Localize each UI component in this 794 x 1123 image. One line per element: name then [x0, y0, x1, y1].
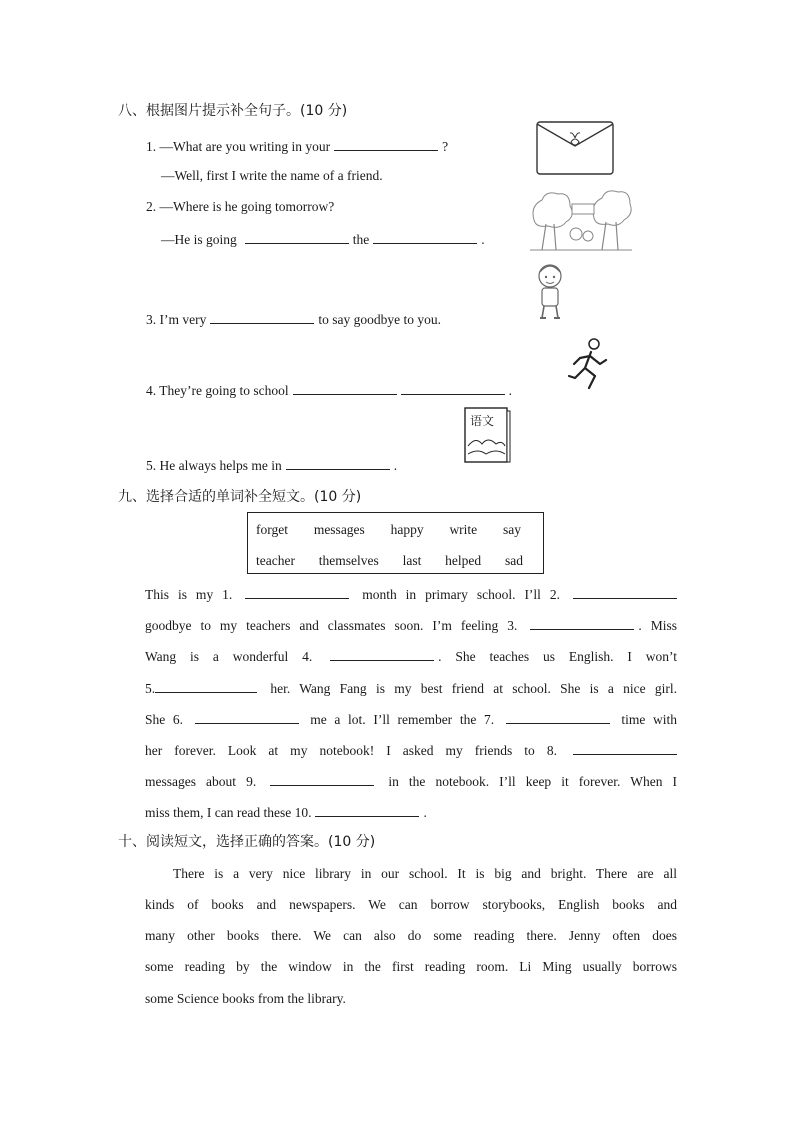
q5-end: .: [393, 458, 398, 473]
p1-text-b: month in primary school. I’ll 2.: [362, 587, 561, 602]
q2-end: .: [481, 232, 485, 247]
q2-blank-2[interactable]: [373, 229, 477, 244]
q4-blank-2[interactable]: [401, 380, 505, 395]
passage-line-3: [145, 646, 677, 666]
p4-text-a: 5.: [145, 681, 156, 696]
blank-5[interactable]: [155, 678, 257, 693]
p5-text-b: me a lot. I’ll remember the 7.: [310, 712, 495, 727]
p7-text-a: messages about 9.: [145, 774, 257, 789]
q2-text-a: —He is going: [161, 232, 237, 247]
blank-4[interactable]: [330, 646, 434, 661]
word-bank-item: themselves: [318, 553, 379, 568]
q3-text-a: 3. I’m very: [146, 312, 207, 327]
q3-text-b: to say goodbye to you.: [318, 312, 441, 327]
book-label: 语文: [470, 414, 495, 428]
passage-line-2: [145, 615, 677, 635]
chinese-book-icon: [462, 406, 512, 464]
blank-9[interactable]: [270, 771, 374, 786]
blank-2[interactable]: [573, 584, 677, 599]
q2-line2: [161, 229, 485, 249]
q5-blank[interactable]: [286, 455, 390, 470]
p5-text-a: She 6.: [145, 712, 184, 727]
passage-line-4: [145, 678, 677, 698]
p7-text-b: in the notebook. I’ll keep it forever. When I: [388, 774, 678, 789]
q4-blank-1[interactable]: [293, 380, 397, 395]
section-10-heading: 十、阅读短文，选择正确的答案。(10 分): [118, 834, 376, 850]
word-bank-item: helped: [445, 553, 482, 568]
q1-text: 1. —What are you writing in your: [146, 139, 331, 154]
q1-blank[interactable]: [334, 136, 438, 151]
section-9-heading: 九、选择合适的单词补全短文。(10 分): [118, 489, 362, 505]
reading-line-2: kinds of books and newspapers. We can borrow storybooks, English books and: [145, 897, 677, 912]
p6-text-a: her forever. Look at my notebook! I asked my friends to 8.: [145, 743, 557, 758]
p1-text-a: This is my 1.: [145, 587, 233, 602]
q1-line1: [146, 136, 448, 156]
word-bank-item: teacher: [256, 553, 295, 568]
section-8-heading: 八、根据图片提示补全句子。(10 分): [118, 103, 348, 119]
boy-icon: [534, 262, 566, 322]
blank-3[interactable]: [530, 615, 634, 630]
blank-7[interactable]: [506, 709, 610, 724]
park-trees-icon: [530, 190, 632, 252]
p3-text-a: Wang is a wonderful 4.: [145, 649, 313, 664]
reading-line-1: There is a very nice library in our school. It is big and bright. There are all: [173, 866, 677, 881]
q2-line1: 2. —Where is he going tomorrow?: [146, 199, 335, 214]
p5-text-c: time with: [621, 712, 677, 727]
reading-line-5: some Science books from the library.: [145, 991, 346, 1006]
reading-line-3: many other books there. We can also do some reading there. Jenny often does: [145, 928, 677, 943]
q3-line: [146, 309, 441, 329]
p8-end: .: [423, 805, 427, 820]
envelope-icon: [535, 120, 615, 176]
passage-line-7: [145, 771, 677, 791]
blank-8[interactable]: [573, 740, 677, 755]
blank-10[interactable]: [315, 802, 419, 817]
q4-end: .: [508, 383, 512, 398]
q1-end: ?: [442, 139, 449, 154]
p2-text-a: goodbye to my teachers and classmates soon. I’m feeling 3.: [145, 618, 518, 633]
p8-text-a: miss them, I can read these 10.: [145, 805, 312, 820]
word-bank-row-2: [256, 553, 523, 569]
passage-line-5: [145, 709, 677, 729]
q1-line2: —Well, first I write the name of a friend.: [161, 168, 383, 183]
q4-line: [146, 380, 512, 400]
word-bank-item: happy: [390, 522, 424, 537]
word-bank-row-1: [256, 522, 521, 538]
p4-text-b: her. Wang Fang is my best friend at school. She is a nice girl.: [270, 681, 678, 696]
blank-1[interactable]: [245, 584, 349, 599]
q2-blank-1[interactable]: [245, 229, 349, 244]
q5-line: [146, 455, 397, 475]
passage-line-1: [145, 584, 677, 604]
p2-text-b: . Miss: [638, 618, 677, 633]
word-bank-item: forget: [256, 522, 288, 537]
p3-text-b: . She teaches us English. I won’t: [438, 649, 678, 664]
q2-text-b: the: [352, 232, 370, 247]
q3-blank[interactable]: [210, 309, 314, 324]
word-bank: [247, 512, 544, 574]
word-bank-item: write: [449, 522, 478, 537]
word-bank-item: last: [402, 553, 422, 568]
q4-text: 4. They’re going to school: [146, 383, 289, 398]
reading-line-4: some reading by the window in the first reading room. Li Ming usually borrows: [145, 959, 677, 974]
word-bank-item: sad: [504, 553, 523, 568]
walking-person-icon: [566, 336, 612, 392]
q5-text: 5. He always helps me in: [146, 458, 282, 473]
passage-line-8: [145, 802, 427, 822]
blank-6[interactable]: [195, 709, 299, 724]
word-bank-item: say: [503, 522, 521, 537]
word-bank-item: messages: [313, 522, 365, 537]
passage-line-6: [145, 740, 677, 760]
